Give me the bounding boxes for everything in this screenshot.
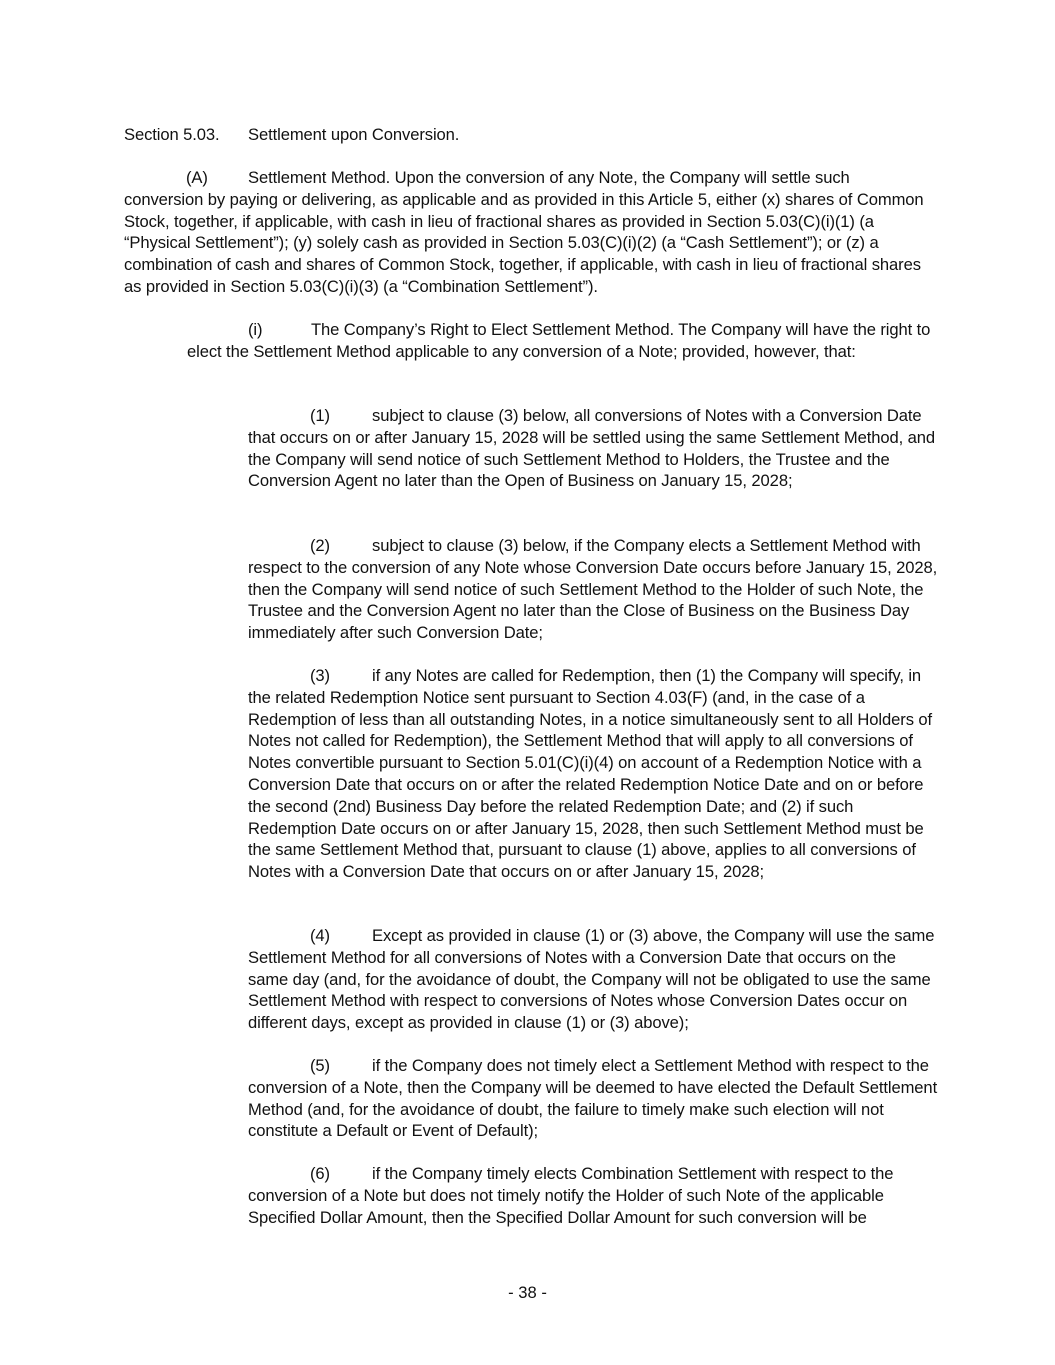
- clause-2: [248, 535, 938, 644]
- clause-5: [248, 1055, 938, 1142]
- clause-text: if the Company does not timely elect a Settlement Method with respect to the conversion of a Note, then the Company will be deemed to have elected the Default Settlement Method (and, for the avoidance of doubt, the failure to timely make such election will not constitute a Default or Event of Default);: [248, 1056, 938, 1141]
- clause-marker: (4): [310, 926, 330, 945]
- paragraph-a-settlement-method: [124, 167, 924, 298]
- clause-text: if the Company timely elects Combination Settlement with respect to the conversion of a Note but does not timely notify the Holder of such Note of the applicable Specified Dollar Amount, then the Specified Dollar Amount for such conversion will be: [248, 1164, 894, 1227]
- paragraph-marker-i: (i): [248, 320, 263, 339]
- clause-text: subject to clause (3) below, all conversions of Notes with a Conversion Date that occurs on or after January 15, 2028 will be settled using the same Settlement Method, and the Company will send notice of such Settlement Method to Holders, the Trustee and the Conversion Agent no later than the Open of Business on January 15, 2028;: [248, 406, 936, 491]
- section-title: Settlement upon Conversion.: [248, 125, 460, 144]
- clause-marker: (5): [310, 1056, 330, 1075]
- clause-marker: (6): [310, 1164, 330, 1183]
- clause-marker: (1): [310, 406, 330, 425]
- clause-text: if any Notes are called for Redemption, then (1) the Company will specify, in the related Redemption Notice sent pursuant to Section 4.03(F) (and, in the case of a Redemption of less than all outstanding Notes, in a notice simultaneously sent to all Holders of Notes not called for Redemption), the Settlement Method that will apply to all conversions of Notes convertible pursuant to Section 5.01(C)(i)(4) on account of a Redemption Notice with a Conversion Date that occurs on or after the related Redemption Notice Date and on or before the second (2nd) Business Day before the related Redemption Date; and (2) if such Redemption Date occurs on or after January 15, 2028, then such Settlement Method must be the same Settlement Method that, pursuant to clause (1) above, applies to all conversions of Notes with a Conversion Date that occurs on or after January 15, 2028;: [248, 666, 933, 882]
- clause-3: [248, 665, 938, 883]
- paragraph-marker-a: (A): [186, 168, 208, 187]
- section-number: Section 5.03.: [124, 125, 220, 144]
- clause-text: subject to clause (3) below, if the Company elects a Settlement Method with respect to the conversion of any Note whose Conversion Date occurs before January 15, 2028, then the Company will send notice of such Settlement Method to the Holder of such Note, the Trustee and the Conversion Agent no later than the Close of Business on the Business Day immediately after such Conversion Date;: [248, 536, 938, 643]
- clause-text: Except as provided in clause (1) or (3) above, the Company will use the same Settlement Method for all conversions of Notes with a Conversion Date that occurs on the same day (and, for the avoidance of doubt, the Company will not be obligated to use the same Settlement Method with respect to conversions of Notes whose Conversion Dates occur on different days, except as provided in clause (1) or (3) above);: [248, 926, 935, 1033]
- clause-1: [248, 405, 938, 492]
- clause-marker: (3): [310, 666, 330, 685]
- clause-6: [248, 1163, 938, 1228]
- page-number: - 38 -: [508, 1283, 547, 1302]
- section-heading: [124, 124, 924, 146]
- clause-marker: (2): [310, 536, 330, 555]
- paragraph-i-right-to-elect: [187, 319, 932, 363]
- paragraph-a-text: Settlement Method. Upon the conversion of any Note, the Company will settle such conversion by paying or delivering, as applicable and as provided in this Article 5, either (x) shares of Common Stock, together, if applicable, with cash in lieu of fractional shares as provided in Section 5.03(C)(i)(1) (a “Physical Settlement”); (y) solely cash as provided in Section 5.03(C)(i)(2) (a “Cash Settlement”); or (z) a combination of cash and shares of Common Stock, together, if applicable, with cash in lieu of fractional shares as provided in Section 5.03(C)(i)(3) (a “Combination Settlement”).: [124, 168, 924, 296]
- clause-4: [248, 925, 938, 1034]
- paragraph-i-text: The Company’s Right to Elect Settlement Method. The Company will have the right to elect the Settlement Method applicable to any conversion of a Note; provided, however, that:: [187, 320, 931, 361]
